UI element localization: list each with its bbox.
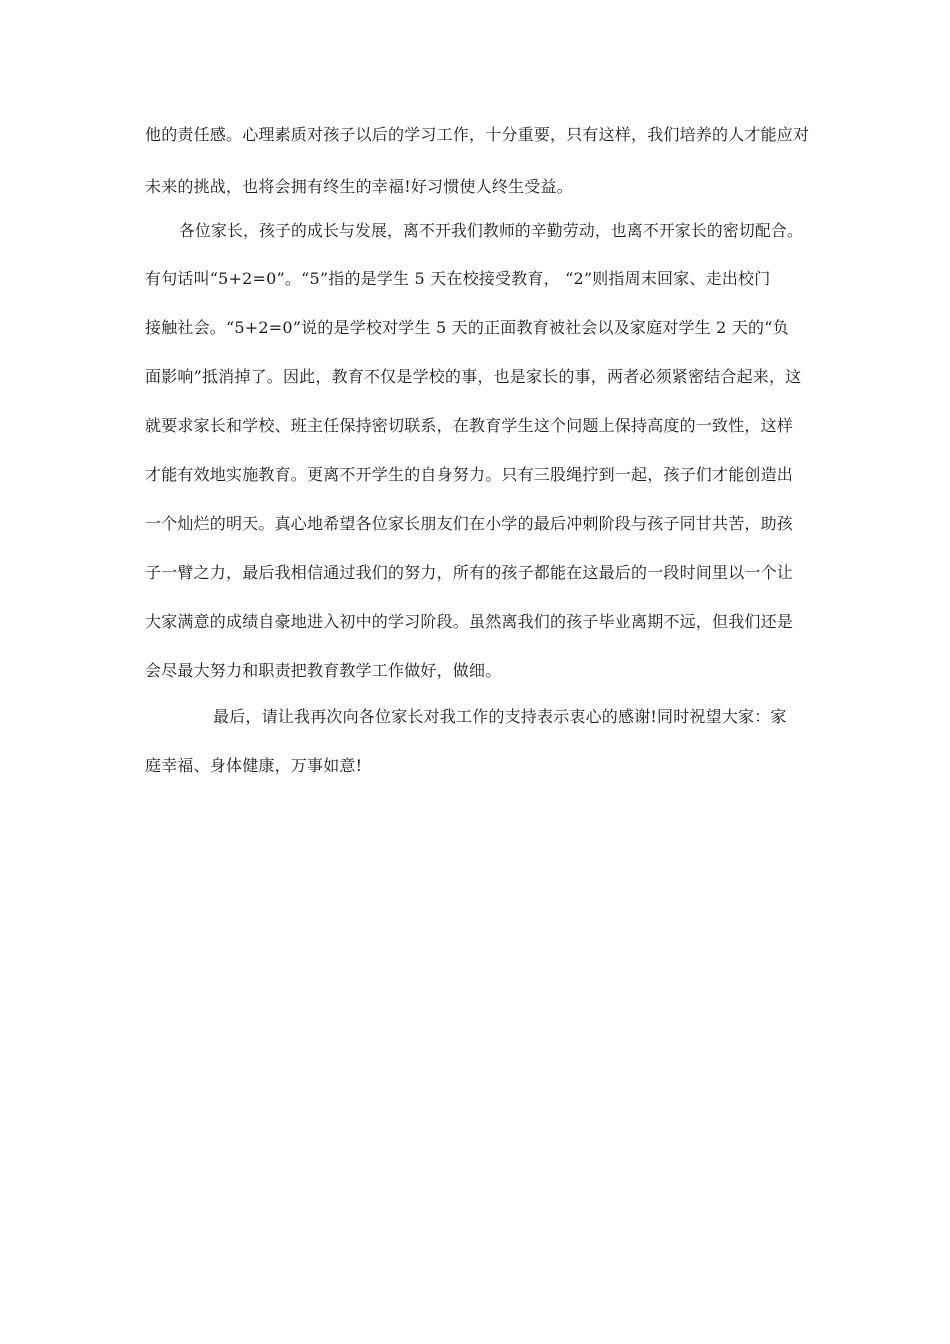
text-line: 面影响”抵消掉了。因此，教育不仅是学校的事，也是家长的事，两者必须紧密结合起来，这 bbox=[145, 367, 802, 386]
text-line: 一个灿烂的明天。真心地希望各位家长朋友们在小学的最后冲刺阶段与孩子同甘共苦，助孩 bbox=[145, 514, 794, 533]
text-line: 就要求家长和学校、班主任保持密切联系，在教育学生这个问题上保持高度的一致性，这样 bbox=[145, 416, 794, 435]
text-line: 会尽最大努力和职责把教育教学工作做好，做细。 bbox=[145, 661, 502, 680]
text-line: 他的责任感。心理素质对孩子以后的学习工作，十分重要，只有这样，我们培养的人才能应对 bbox=[145, 125, 810, 144]
text-line: 各位家长，孩子的成长与发展，离不开我们教师的辛勤劳动，也离不开家长的密切配合。 bbox=[179, 221, 803, 240]
text-line: 才能有效地实施教育。更离不开学生的自身努力。只有三股绳拧到一起，孩子们才能创造出 bbox=[145, 465, 794, 484]
text-line: 有句话叫“5+2=0”。“5”指的是学生 5 天在校接受教育， “2”则指周末回家、走出校门 bbox=[145, 269, 771, 288]
text-line: 未来的挑战，也将会拥有终生的幸福!好习惯使人终生受益。 bbox=[145, 177, 573, 196]
text-line: 大家满意的成绩自豪地进入初中的学习阶段。虽然离我们的孩子毕业离期不远，但我们还是 bbox=[145, 612, 794, 631]
text-line: 接触社会。“5+2=0”说的是学校对学生 5 天的正面教育被社会以及家庭对学生 2 天的“负 bbox=[145, 318, 789, 337]
text-line: 子一臂之力，最后我相信通过我们的努力，所有的孩子都能在这最后的一段时间里以一个让 bbox=[145, 563, 794, 582]
text-line: 最后，请让我再次向各位家长对我工作的支持表示衷心的感谢!同时祝望大家：家 bbox=[213, 707, 787, 726]
text-line: 庭幸福、身体健康，万事如意! bbox=[145, 756, 363, 775]
